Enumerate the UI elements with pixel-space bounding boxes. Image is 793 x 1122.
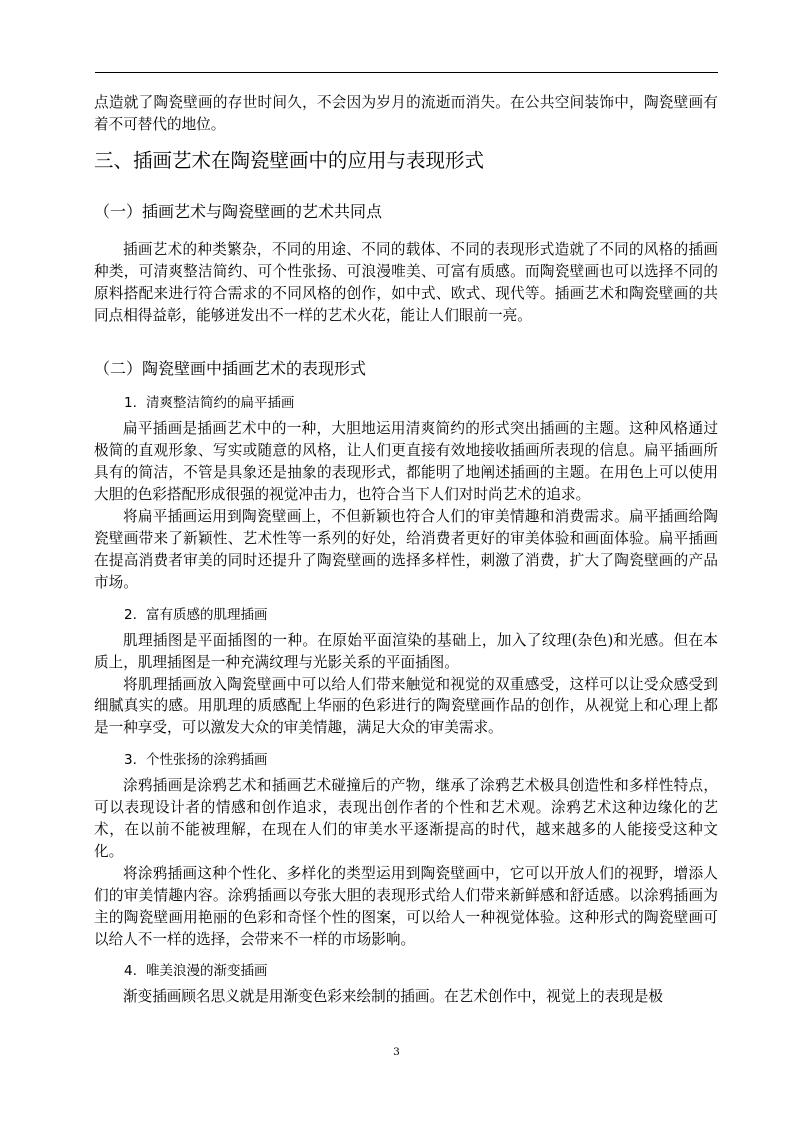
item-number: 1. — [124, 395, 137, 412]
item-number: 4. — [124, 963, 137, 980]
subsection-title-2: （二）陶瓷壁画中插画艺术的表现形式 — [94, 359, 367, 379]
item-3 — [94, 749, 718, 950]
item-paragraph: 将肌理插画放入陶瓷壁画中可以给人们带来触觉和视觉的双重感受，这样可以让受众感受到细腻真实的感。用肌理的质感配上华丽的色彩进行的陶瓷壁画作品的创作，从视觉上和心理上都是一种享受，可以激发大众的审美情趣，满足大众的审美需求。 — [94, 675, 718, 737]
item-4 — [94, 960, 718, 1008]
item-paragraph: 涂鸦插画是涂鸦艺术和插画艺术碰撞后的产物，继承了涂鸦艺术极具创造性和多样性特点，可以表现设计者的情感和创作追求，表现出创作者的个性和艺术观。涂鸦艺术这种边缘化的艺术，在以前不能被理解，在现在人们的审美水平逐渐提高的时代，越来越多的人能接受这种文化。 — [94, 777, 718, 860]
continuation-paragraph: 点造就了陶瓷壁画的存世时间久，不会因为岁月的流逝而消失。在公共空间装饰中，陶瓷壁画有着不可替代的地位。 — [94, 94, 718, 133]
item-paragraph: 将涂鸦插画这种个性化、多样化的类型运用到陶瓷壁画中，它可以开放人们的视野，增添人们的审美情趣内容。涂鸦插画以夸张大胆的表现形式给人们带来新鲜感和舒适感。以涂鸦插画为主的陶瓷壁画用艳丽的色彩和奇怪个性的图案，可以给人一种视觉体验。这种形式的陶瓷壁画可以给人不一样的选择，会带来不一样的市场影响。 — [94, 864, 718, 948]
section-title: 三、插画艺术在陶瓷壁画中的应用与表现形式 — [94, 148, 485, 172]
item-heading — [124, 604, 718, 626]
item-paragraph: 渐变插画顾名思义就是用渐变色彩来绘制的插画。在艺术创作中，视觉上的表现是极 — [123, 988, 663, 1006]
item-number: 2. — [124, 606, 137, 623]
item-title: 富有质感的肌理插画 — [146, 606, 268, 623]
item-paragraph: 扁平插画是插画艺术中的一种，大胆地运用清爽简约的形式突出插画的主题。这种风格通过极简的直观形象、写实或随意的风格，让人们更直接有效地接收插画所表现的信息。扁平插画所具有的简洁，不管是具象还是抽象的表现形式，都能明了地阐述插画的主题。在用色上可以使用大胆的色彩搭配形成很强的视觉冲击力，也符合当下人们对时尚艺术的追求。 — [94, 420, 718, 504]
item-title: 唯美浪漫的渐变插画 — [146, 963, 268, 980]
item-paragraph: 将扁平插画运用到陶瓷壁画上，不但新颖也符合人们的审美情趣和消费需求。扁平插画给陶瓷壁画带来了新颖性、艺术性等一系列的好处，给消费者更好的审美体验和画面体验。扁平插画在提高消费者审美的同时还提升了陶瓷壁画的选择多样性，刺激了消费，扩大了陶瓷壁画的产品市场。 — [94, 508, 718, 591]
item-title: 个性张扬的涂鸦插画 — [146, 752, 268, 769]
item-number: 3. — [124, 752, 137, 769]
page-number: 3 — [393, 1046, 400, 1058]
item-heading — [124, 960, 718, 982]
page-content — [94, 92, 718, 1008]
item-heading — [124, 749, 718, 771]
item-paragraph: 肌理插图是平面插图的一种。在原始平面渲染的基础上，加入了纹理(杂色)和光感。但在本质上，肌理插图是一种充满纹理与光影关系的平面插图。 — [94, 631, 718, 671]
item-title: 清爽整洁简约的扁平插画 — [146, 395, 295, 412]
item-1 — [94, 392, 718, 593]
subsection-1-paragraph: 插画艺术的种类繁杂，不同的用途、不同的载体、不同的表现形式造就了不同的风格的插画种类，可清爽整洁简约、可个性张扬、可浪漫唯美、可富有质感。而陶瓷壁画也可以选择不同的原料搭配来进行符合需求的不同风格的创作，如中式、欧式、现代等。插画艺术和陶瓷壁画的共同点相得益彰，能够迸发出不一样的艺术火花，能让人们眼前一亮。 — [94, 240, 718, 324]
header-rule — [95, 72, 718, 73]
item-2 — [94, 604, 718, 740]
subsection-title-1: （一）插画艺术与陶瓷壁画的艺术共同点 — [94, 201, 383, 221]
item-heading — [124, 392, 718, 414]
